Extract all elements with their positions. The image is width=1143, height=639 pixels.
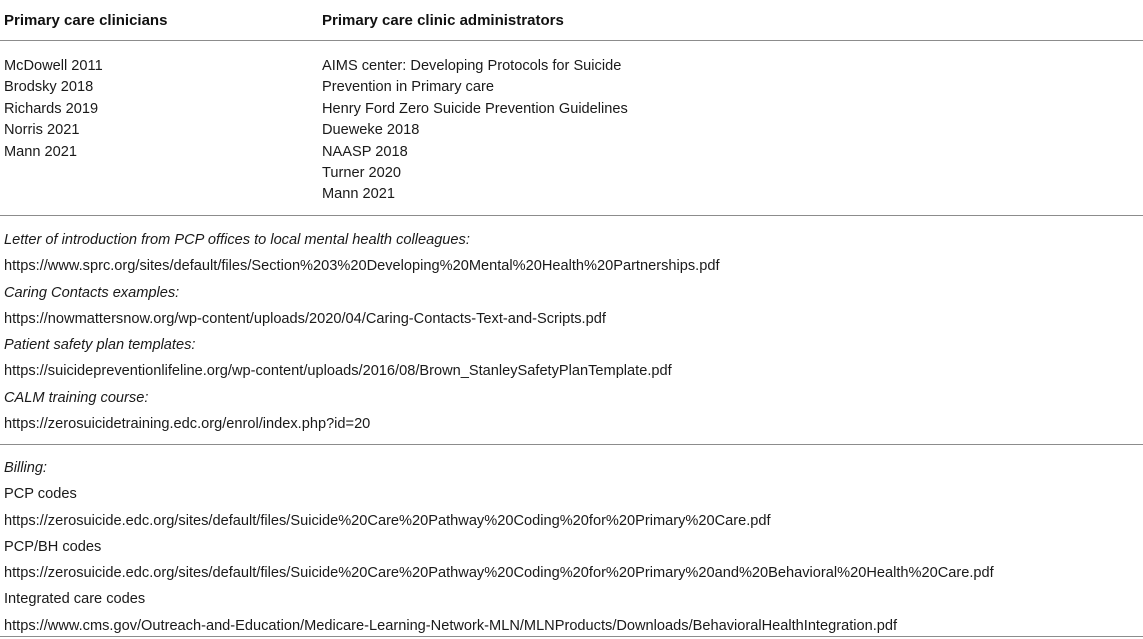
divider (0, 444, 1143, 445)
list-item: AIMS center: Developing Protocols for Suicide (322, 58, 622, 74)
list-item: Brodsky 2018 (4, 79, 94, 96)
list-item: Mann 2021 (322, 186, 396, 203)
clinicians-list (4, 56, 103, 163)
list-item: Norris 2021 (4, 122, 80, 139)
list-item: Mann 2021 (4, 143, 78, 160)
administrators-list (322, 56, 628, 206)
header-clinicians: Primary care clinicians (4, 12, 168, 29)
resource-link[interactable]: https://suicidepreventionlifeline.org/wp-content/uploads/2016/08/Brown_StanleySafetyPlanTemplate.pdf (4, 363, 672, 380)
resource-link[interactable]: https://nowmattersnow.org/wp-content/uploads/2020/04/Caring-Contacts-Text-and-Scripts.pdf (4, 310, 606, 327)
billing-item-name: Integrated care codes (4, 591, 146, 608)
billing-link[interactable]: https://zerosuicide.edc.org/sites/default/files/Suicide%20Care%20Pathway%20Coding%20for%20Primary%20and%20Behavioral%20Health%20Care.pdf (4, 565, 994, 582)
billing-link[interactable]: https://www.cms.gov/Outreach-and-Education/Medicare-Learning-Network-MLN/MLNProducts/Downloads/BehavioralHealthIntegration.pdf (4, 617, 898, 634)
resource-label: Letter of introduction from PCP offices to local mental health colleagues: (4, 232, 470, 248)
resource-label: CALM training course: (4, 389, 149, 406)
billing-label: Billing: (4, 460, 47, 476)
billing-section (4, 455, 994, 639)
billing-item-name: PCP codes (4, 486, 77, 503)
list-item: Turner 2020 (322, 164, 401, 181)
resources-section (4, 227, 720, 437)
billing-link[interactable]: https://zerosuicide.edc.org/sites/default/files/Suicide%20Care%20Pathway%20Coding%20for%20Primary%20Care.pdf (4, 512, 771, 529)
list-item: Richards 2019 (4, 100, 99, 117)
table-header-row (0, 0, 1143, 40)
list-item: McDowell 2011 (4, 58, 103, 74)
list-item: NAASP 2018 (322, 143, 408, 160)
divider (0, 40, 1143, 41)
header-administrators: Primary care clinic administrators (322, 12, 564, 29)
resource-link[interactable]: https://zerosuicidetraining.edc.org/enrol/index.php?id=20 (4, 416, 371, 433)
resource-label: Caring Contacts examples: (4, 284, 180, 301)
billing-item-name: PCP/BH codes (4, 538, 102, 555)
list-item: Henry Ford Zero Suicide Prevention Guidelines (322, 100, 628, 117)
list-item: Dueweke 2018 (322, 122, 420, 139)
divider (0, 215, 1143, 216)
resource-label: Patient safety plan templates: (4, 337, 196, 354)
list-item: Prevention in Primary care (322, 79, 494, 96)
resource-link[interactable]: https://www.sprc.org/sites/default/files/Section%203%20Developing%20Mental%20Health%20Partnerships.pdf (4, 258, 720, 275)
